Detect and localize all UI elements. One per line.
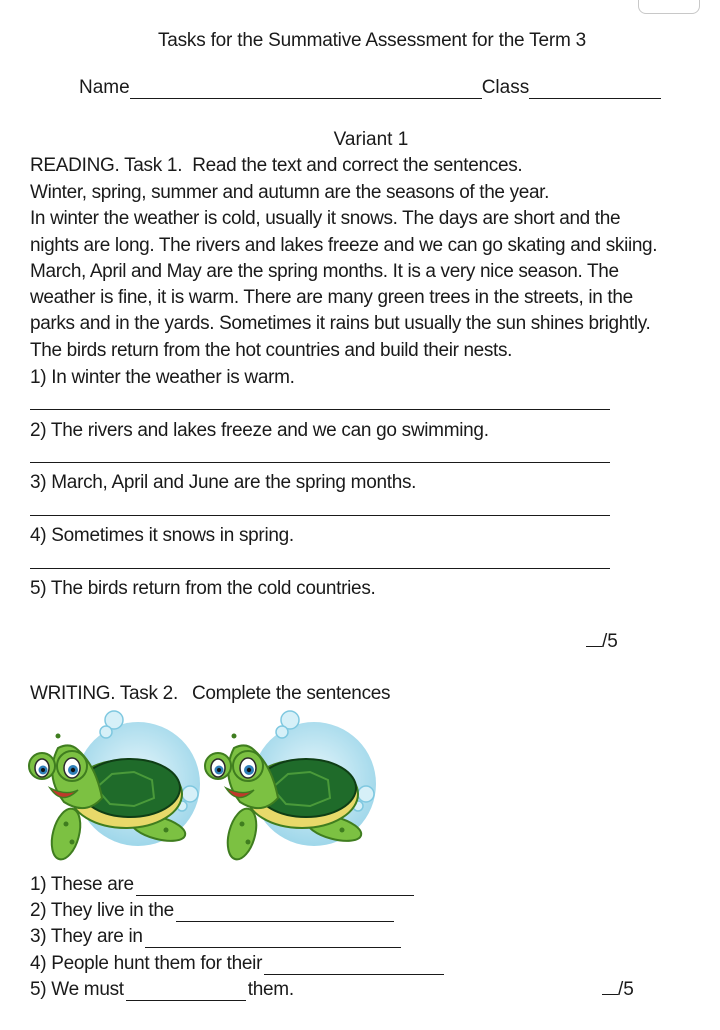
writing-blank-5[interactable] [126, 986, 246, 1001]
reading-task-label: READING. Task 1. [30, 155, 183, 176]
answer-line-4[interactable] [30, 568, 610, 569]
reading-heading [30, 155, 522, 177]
sentence-3: 3) March, April and June are the spring months. [30, 472, 417, 493]
name-label: Name [79, 77, 130, 98]
sentence-1: 1) In winter the weather is warm. [30, 367, 295, 388]
writing-item-text: 1) These are [30, 874, 134, 895]
writing-blank-3[interactable] [145, 933, 401, 948]
text-line: The birds return from the hot countries and build their nests. [30, 339, 513, 361]
reading-text [30, 180, 710, 364]
page-title: Tasks for the Summative Assessment for the Term 3 [157, 30, 587, 51]
text-line: In winter the weather is cold, usually it snows. The days are short and the [30, 208, 621, 230]
class-field[interactable] [529, 82, 661, 99]
text-line: parks and in the yards. Sometimes it rains but usually the sun shines brightly. [30, 313, 651, 335]
text-line: March, April and May are the spring months. It is a very nice season. The [30, 260, 619, 282]
reading-score-max: /5 [602, 631, 618, 652]
writing-item-5 [30, 979, 294, 1001]
writing-blank-4[interactable] [264, 960, 444, 975]
writing-item-text: 5) We must [30, 979, 124, 1000]
writing-task-label: WRITING. Task 2. [30, 683, 178, 704]
answer-line-2[interactable] [30, 462, 610, 463]
writing-blank-2[interactable] [176, 907, 394, 922]
text-line: weather is fine, it is warm. There are many green trees in the streets, in the [30, 287, 633, 309]
sentence-4: 4) Sometimes it snows in spring. [30, 525, 294, 546]
variant-label: Variant 1 [333, 129, 409, 150]
writing-heading [30, 683, 390, 705]
name-class-row [79, 77, 661, 99]
reading-instruction: Read the text and correct the sentences. [192, 155, 523, 176]
sentence-5: 5) The birds return from the cold countries. [30, 578, 376, 599]
writing-score-blank[interactable] [602, 980, 618, 995]
name-field[interactable] [130, 82, 482, 99]
writing-item-1 [30, 874, 414, 896]
writing-item-text: 3) They are in [30, 926, 143, 947]
reading-score-blank[interactable] [586, 632, 602, 647]
answer-line-3[interactable] [30, 515, 610, 516]
sentence-2: 2) The rivers and lakes freeze and we can go swimming. [30, 420, 489, 441]
writing-item-text: 2) They live in the [30, 900, 174, 921]
writing-item-text: 4) People hunt them for their [30, 953, 263, 974]
writing-score [602, 979, 634, 1001]
text-line: Winter, spring, summer and autumn are the seasons of the year. [30, 182, 550, 203]
class-label: Class [481, 77, 530, 98]
corner-tab[interactable] [638, 0, 700, 14]
writing-instruction: Complete the sentences [191, 683, 391, 704]
answer-line-1[interactable] [30, 409, 610, 410]
writing-item-3 [30, 926, 401, 948]
reading-score [586, 631, 618, 653]
text-line: nights are long. The rivers and lakes freeze and we can go skating and skiing. [30, 234, 658, 256]
writing-blank-1[interactable] [136, 881, 414, 896]
turtle-right [205, 711, 376, 862]
writing-item-4 [30, 953, 444, 975]
writing-item-2 [30, 900, 394, 922]
writing-score-max: /5 [618, 979, 634, 1000]
turtles-illustration [26, 706, 386, 876]
turtle-left [29, 711, 200, 862]
writing-item-tail: them. [247, 979, 294, 1000]
